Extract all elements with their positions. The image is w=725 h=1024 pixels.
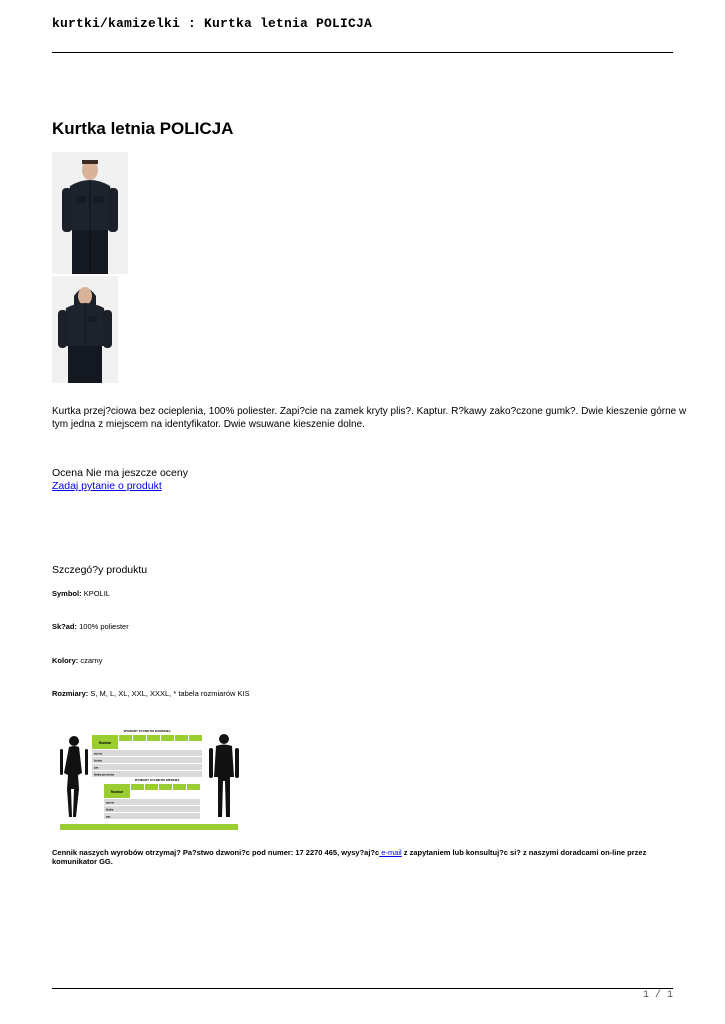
detail-value: KPOLIL: [83, 589, 110, 598]
women-row-label: Rozmiar: [98, 741, 112, 745]
rating-block: [52, 467, 188, 493]
email-link[interactable]: e-mail: [379, 848, 402, 857]
description-line-2: tym jedna z miejscem na identyfikator. Dwie wsuwane kieszenie dolne.: [52, 419, 365, 430]
detail-label: Sk?ad:: [52, 622, 78, 631]
header-divider: [52, 52, 673, 53]
women-row-klatka: klatka piersiowa: [94, 773, 115, 777]
women-row-pas: pas: [94, 766, 99, 770]
detail-row-colors: [52, 656, 102, 665]
footer-divider: [52, 988, 673, 989]
details-heading: Szczegó?y produktu: [52, 564, 148, 576]
pricing-note: [52, 848, 672, 866]
detail-row-symbol: [52, 589, 110, 598]
detail-value: czarny: [80, 656, 103, 665]
product-description: [52, 405, 687, 431]
men-table-heading: WYMIARY SYLWETKI MĘSKIEJ: [134, 778, 180, 782]
detail-label: Rozmiary:: [52, 689, 89, 698]
description-line-1: Kurtka przej?ciowa bez ocieplenia, 100% poliester. Zapi?cie na zamek kryty plis?. Kaptur. R?kawy zako?czone gumk?. Dwie kieszenie górne w: [52, 406, 687, 417]
size-chart-image: [52, 717, 242, 833]
pricing-note-text: Cennik naszych wyrobów otrzymaj? Pa?stwo dzwoni?c pod numer: 17 2270 465, wysy?aj?c: [52, 848, 380, 857]
detail-label: Kolory:: [52, 656, 79, 665]
men-row-wzrost: wzrost: [106, 801, 115, 805]
document-header-title: kurtki/kamizelki : Kurtka letnia POLICJA: [52, 16, 373, 31]
detail-row-material: [52, 622, 129, 631]
detail-value: 100% poliester: [79, 622, 129, 631]
detail-row-sizes: [52, 689, 250, 698]
product-photo-front: [52, 152, 128, 274]
women-row-wzrost: wzrost: [94, 752, 103, 756]
product-photo-hood: [52, 276, 118, 383]
men-row-pas: pas: [106, 815, 111, 819]
detail-value: S, M, L, XL, XXL, XXXL, * tabela rozmiarów KIS: [90, 689, 250, 698]
rating-text: Ocena Nie ma jeszcze oceny: [52, 467, 188, 479]
page-number: 1 / 1: [642, 990, 673, 1001]
men-row-label: Rozmiar: [110, 790, 124, 794]
pricing-note-text-after: z zapytaniem lub konsultuj?c si? z naszymi doradcami on-line przez komunikator GG.: [52, 848, 647, 866]
ask-question-link[interactable]: Zadaj pytanie o produkt: [52, 480, 162, 492]
women-row-biodra: biodra: [94, 759, 102, 763]
product-title: Kurtka letnia POLICJA: [52, 119, 234, 138]
women-table-heading: WYMIARY SYLWETKI DAMSKIEJ: [123, 729, 171, 733]
detail-label: Symbol:: [52, 589, 82, 598]
men-row-klatka: klatka: [106, 808, 114, 812]
